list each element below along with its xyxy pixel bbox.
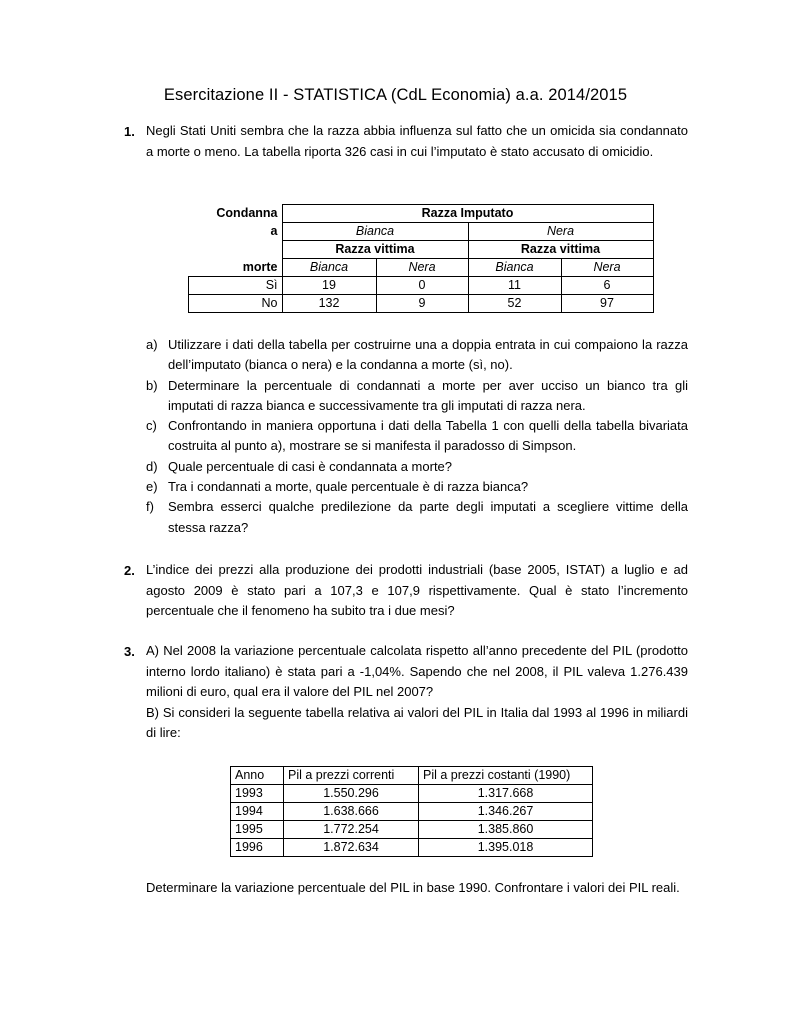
page-title: Esercitazione II - STATISTICA (CdL Economia) a.a. 2014/2015 — [163, 86, 628, 104]
question-3-number: 3. — [124, 644, 135, 659]
list-item — [146, 457, 688, 477]
item-text: Utilizzare i dati della tabella per costruirne una a doppia entrata in cui compaiono la razza dell’imputato (bianca o nera) e la condanna a morte (sì, no). — [168, 337, 688, 373]
table-cell: 1.638.666 — [284, 803, 419, 821]
vittima-header-2: Razza vittima — [468, 241, 653, 259]
item-text: Tra i condannati a morte, quale percentuale è di razza bianca? — [168, 479, 529, 495]
vittima-label: Nera — [561, 259, 653, 277]
item-text: Sembra esserci qualche predilezione da parte degli imputati a scegliere vittime della stessa razza? — [168, 499, 688, 535]
question-3-text — [146, 641, 688, 744]
table-row — [231, 785, 593, 803]
table-cell: 9 — [376, 295, 468, 313]
table-cell: 1994 — [231, 803, 284, 821]
table-cell: 11 — [468, 277, 561, 295]
table-cell: 0 — [376, 277, 468, 295]
question-3-closing: Determinare la variazione percentuale del PIL in base 1990. Confrontare i valori dei PIL reali. — [146, 880, 680, 895]
table-cell: 1996 — [231, 839, 284, 857]
list-item — [146, 477, 688, 497]
list-item — [146, 497, 688, 538]
question-2-paragraph: L’indice dei prezzi alla produzione dei prodotti industriali (base 2005, ISTAT) a luglio e ad agosto 2009 è stato pari a 107,3 e 107,9 rispettivamente. Qual è stato l’incremento percentuale che il fenomeno ha subito tra i due mesi? — [146, 562, 688, 618]
death-penalty-table — [188, 204, 654, 313]
item-letter: b) — [146, 377, 158, 393]
row-header-line-3a — [189, 241, 283, 259]
row-header-line-3: morte — [242, 259, 278, 274]
table-row — [189, 277, 654, 295]
imputato-bianca-header: Bianca — [282, 223, 468, 241]
group-header: Razza Imputato — [282, 205, 653, 223]
item-letter: f) — [146, 499, 154, 515]
item-letter: e) — [146, 479, 158, 495]
row-label-si: Sì — [189, 277, 283, 295]
table-row — [231, 839, 593, 857]
table-cell: 1.872.634 — [284, 839, 419, 857]
table-cell: 52 — [468, 295, 561, 313]
vittima-label: Bianca — [468, 259, 561, 277]
table-cell: 1995 — [231, 821, 284, 839]
question-1-subitems — [146, 335, 688, 538]
item-text: Confrontando in maniera opportuna i dati della Tabella 1 con quelli della tabella bivariata costruita al punto a), mostrare se si manifesta il paradosso di Simpson. — [168, 418, 688, 454]
table-cell: 1.317.668 — [419, 785, 593, 803]
table-cell: 1.395.018 — [419, 839, 593, 857]
column-header: Anno — [231, 767, 284, 785]
table-cell: 1.346.267 — [419, 803, 593, 821]
table-row — [189, 259, 654, 277]
item-text: Determinare la percentuale di condannati a morte per aver ucciso un bianco tra gli imputati di razza bianca e successivamente tra gli imputati di razza nera. — [168, 377, 688, 413]
table-row — [231, 821, 593, 839]
question-3-part-b: B) Si consideri la seguente tabella relativa ai valori del PIL in Italia dal 1993 al 1996 in miliardi di lire: — [146, 704, 688, 740]
vittima-label: Bianca — [282, 259, 376, 277]
list-item — [146, 335, 688, 376]
item-letter: a) — [146, 337, 158, 352]
table-cell: 19 — [282, 277, 376, 295]
imputato-nera-header: Nera — [468, 223, 653, 241]
question-2-text — [146, 560, 688, 622]
table-row — [189, 295, 654, 313]
table-cell: 6 — [561, 277, 653, 295]
table-cell: 1.385.860 — [419, 821, 593, 839]
vittima-label: Nera — [376, 259, 468, 277]
table-header-row — [231, 767, 593, 785]
table-row — [231, 803, 593, 821]
item-letter: c) — [146, 418, 157, 434]
question-3-part-a: A) Nel 2008 la variazione percentuale calcolata rispetto all’anno precedente del PIL (prodotto interno lordo italiano) è stata pari a -1,04%. Sapendo che nel 2008, il PIL valeva 1.276.439 milioni di euro, qual era il valore del PIL nel 2007? — [146, 643, 688, 699]
table-cell: 1.772.254 — [284, 821, 419, 839]
list-item — [146, 416, 688, 457]
table-cell: 1993 — [231, 785, 284, 803]
vittima-header-1: Razza vittima — [282, 241, 468, 259]
pil-table — [230, 766, 593, 857]
question-1-paragraph: Negli Stati Uniti sembra che la razza abbia influenza sul fatto che un omicida sia condannato a morte o meno. La tabella riporta 326 casi in cui l’imputato è stato accusato di omicidio. — [146, 123, 688, 159]
row-header-line-1: Condanna — [216, 206, 278, 220]
item-text: Quale percentuale di casi è condannata a morte? — [168, 458, 453, 474]
table-cell: 132 — [282, 295, 376, 313]
table-row — [189, 241, 654, 259]
column-header: Pil a prezzi correnti — [284, 767, 419, 785]
list-item — [146, 376, 688, 417]
table-row — [189, 223, 654, 241]
table-cell: 1.550.296 — [284, 785, 419, 803]
row-label-no: No — [189, 295, 283, 313]
table-row — [189, 205, 654, 223]
question-3-closing-text — [146, 878, 688, 899]
row-header-line-2: a — [270, 224, 278, 238]
table-cell: 97 — [561, 295, 653, 313]
column-header: Pil a prezzi costanti (1990) — [419, 767, 593, 785]
item-letter: d) — [146, 458, 158, 474]
question-1-number: 1. — [124, 124, 135, 139]
question-2-number: 2. — [124, 563, 135, 578]
question-1-text — [146, 121, 688, 162]
